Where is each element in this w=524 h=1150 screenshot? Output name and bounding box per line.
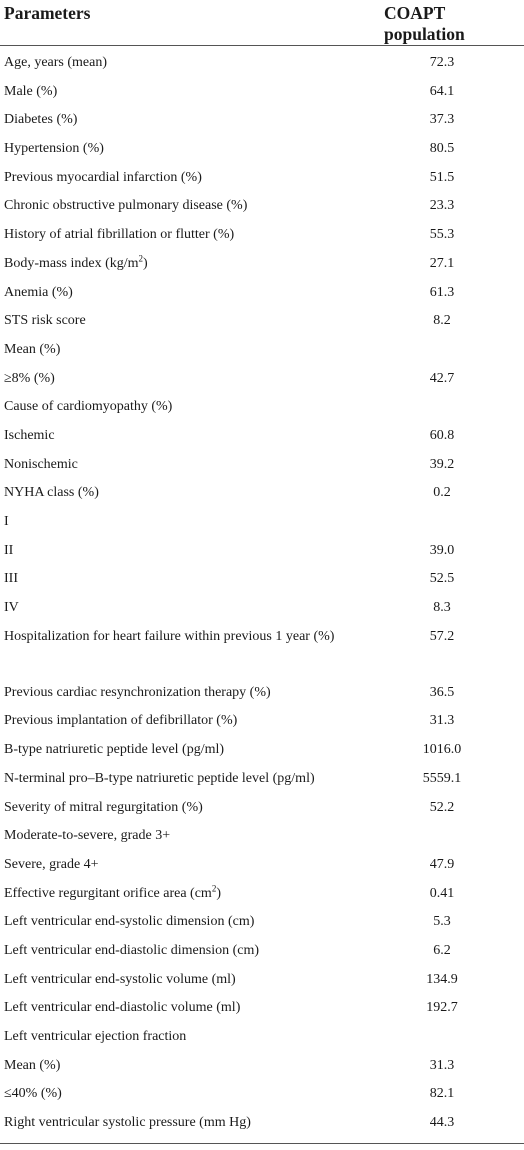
table-row [0, 880, 524, 909]
row-label [4, 106, 360, 134]
row-label [4, 565, 360, 593]
table-row [0, 707, 524, 736]
row-label-text: ≤40% (%) [4, 1086, 62, 1102]
row-label-text: III [4, 571, 18, 587]
row-label [4, 508, 360, 536]
table-bottom-rule [0, 1143, 524, 1144]
row-label-text: Left ventricular end-diastolic dimension (cm) [4, 942, 260, 958]
row-value: 31.3 [429, 1057, 455, 1073]
row-label [4, 679, 360, 707]
row-label [4, 623, 360, 651]
row-value: 80.5 [429, 141, 455, 157]
table-row [0, 736, 524, 765]
row-value: 60.8 [429, 427, 455, 443]
row-label-text: Left ventricular ejection fraction [4, 1029, 187, 1044]
row-value: 52.5 [429, 571, 455, 587]
row-label-text: B-type natriuretic peptide level (pg/ml) [4, 742, 225, 758]
row-value: 37.3 [429, 112, 455, 128]
row-label-text: Severe, grade 4+ [4, 856, 99, 872]
table-row [0, 307, 524, 336]
row-value: 0.2 [433, 485, 451, 501]
table-row [0, 451, 524, 480]
row-label [4, 937, 360, 965]
row-label-text: Previous cardiac resynchronization therapy (%) [4, 684, 271, 700]
table-row [0, 192, 524, 221]
row-label-text: IV [4, 600, 19, 616]
row-label-text: Anemia (%) [4, 284, 73, 300]
row-label-text: NYHA class (%) [4, 485, 99, 501]
row-label [4, 250, 360, 278]
table-row [0, 1052, 524, 1081]
table-row [0, 164, 524, 193]
table-row [0, 336, 524, 365]
row-label-text: Male (%) [4, 83, 58, 99]
table-row [0, 851, 524, 880]
table-row [0, 250, 524, 279]
row-label [4, 365, 360, 393]
table-row [0, 49, 524, 78]
row-label-text: Age, years (mean) [4, 55, 108, 70]
row-label-text: Mean (%) [4, 341, 61, 357]
table-row [0, 594, 524, 623]
row-label [4, 880, 360, 908]
row-label [4, 822, 360, 850]
row-value: 0.41 [429, 885, 455, 901]
row-label [4, 279, 360, 307]
row-label-superscript: 2 [211, 882, 217, 893]
table-row [0, 279, 524, 308]
row-value: 134.9 [426, 971, 458, 987]
table-row [0, 623, 524, 679]
table-row [0, 908, 524, 937]
table-row [0, 765, 524, 794]
row-label-text: Left ventricular end-systolic dimension (cm) [4, 914, 255, 930]
table-row [0, 508, 524, 537]
table-row [0, 422, 524, 451]
row-label [4, 49, 360, 77]
row-label [4, 135, 360, 163]
row-label [4, 164, 360, 192]
row-label [4, 78, 360, 106]
row-label [4, 422, 360, 450]
row-label-text: STS risk score [4, 313, 86, 329]
row-label [4, 707, 360, 735]
table-row [0, 135, 524, 164]
row-label [4, 393, 360, 421]
row-value: 39.2 [429, 456, 455, 472]
row-label-text: II [4, 542, 14, 558]
row-label [4, 537, 360, 565]
row-label-text: Previous myocardial infarction (%) [4, 169, 202, 185]
row-label-text: Effective regurgitant orifice area (cm [4, 885, 212, 901]
row-label-text: Nonischemic [4, 456, 78, 472]
row-label-text: Body-mass index (kg/m [4, 255, 139, 271]
table-row [0, 937, 524, 966]
table-header [0, 0, 524, 46]
row-label [4, 1080, 360, 1108]
row-label-text: Chronic obstructive pulmonary disease (%) [4, 198, 248, 214]
row-value: 72.3 [429, 55, 455, 70]
row-label-suffix: ) [143, 255, 148, 271]
header-parameters: Parameters [4, 3, 91, 23]
table-row [0, 966, 524, 995]
row-value: 55.3 [429, 227, 455, 243]
row-label [4, 765, 360, 793]
row-value: 31.3 [429, 713, 455, 729]
row-value: 47.9 [429, 856, 455, 872]
row-label [4, 594, 360, 622]
row-label-text: Left ventricular end-systolic volume (ml) [4, 971, 236, 987]
row-value: 52.2 [429, 799, 455, 815]
row-label [4, 451, 360, 479]
row-label-text: Hospitalization for heart failure within previous 1 year (%) [4, 628, 335, 644]
table-row [0, 794, 524, 823]
row-label [4, 192, 360, 220]
table-row [0, 479, 524, 508]
table-row [0, 537, 524, 566]
row-value: 23.3 [429, 198, 455, 214]
row-label [4, 1023, 360, 1051]
row-label-text: Hypertension (%) [4, 141, 104, 157]
row-label [4, 794, 360, 822]
row-label [4, 1109, 360, 1137]
row-value: 8.3 [433, 600, 451, 616]
row-value: 51.5 [429, 169, 455, 185]
row-label [4, 994, 360, 1022]
row-value: 5.3 [433, 914, 451, 930]
row-label-text: Diabetes (%) [4, 112, 78, 128]
row-label-suffix: ) [216, 885, 221, 901]
row-value: 36.5 [429, 684, 455, 700]
row-label-text: N-terminal pro–B-type natriuretic peptide level (pg/ml) [4, 770, 315, 786]
row-label-text: Ischemic [4, 427, 55, 443]
row-value: 82.1 [429, 1086, 455, 1102]
table-row [0, 994, 524, 1023]
row-label-text: I [4, 514, 9, 529]
table-row [0, 106, 524, 135]
table-row [0, 1109, 524, 1138]
row-value: 6.2 [433, 942, 451, 958]
row-label-text: Severity of mitral regurgitation (%) [4, 799, 203, 815]
row-value: 8.2 [433, 313, 451, 329]
table-row [0, 1080, 524, 1109]
row-value: 44.3 [429, 1115, 455, 1131]
row-label-text: Moderate-to-severe, grade 3+ [4, 828, 171, 844]
row-value: 5559.1 [422, 770, 462, 786]
row-label-text: Left ventricular end-diastolic volume (ml) [4, 1000, 241, 1016]
row-label [4, 966, 360, 994]
row-label-text: Cause of cardiomyopathy (%) [4, 399, 173, 415]
row-label-text: Right ventricular systolic pressure (mm Hg) [4, 1115, 251, 1131]
row-label-text: Mean (%) [4, 1057, 61, 1073]
row-value: 27.1 [429, 255, 455, 271]
table-body [0, 49, 524, 1138]
row-value: 64.1 [429, 83, 455, 99]
row-label-superscript: 2 [138, 253, 144, 264]
row-value: 57.2 [429, 628, 455, 644]
row-label-text: History of atrial fibrillation or flutter (%) [4, 227, 235, 243]
row-label [4, 736, 360, 764]
table-row [0, 565, 524, 594]
header-coapt-population: COAPT population [384, 3, 465, 44]
row-value: 42.7 [429, 370, 455, 386]
row-value: 61.3 [429, 284, 455, 300]
row-label [4, 221, 360, 249]
row-label [4, 908, 360, 936]
row-label-text: ≥8% (%) [4, 370, 55, 386]
table-row [0, 679, 524, 708]
table-row [0, 822, 524, 851]
row-label [4, 479, 360, 507]
row-label [4, 851, 360, 879]
row-value: 39.0 [429, 542, 455, 558]
table-row [0, 221, 524, 250]
table-row [0, 365, 524, 394]
row-value: 1016.0 [422, 742, 462, 758]
table-row [0, 78, 524, 107]
row-value: 192.7 [426, 1000, 458, 1016]
row-label [4, 307, 360, 335]
table-row [0, 393, 524, 422]
table-row [0, 1023, 524, 1052]
row-label [4, 1052, 360, 1080]
row-label [4, 336, 360, 364]
row-label-text: Previous implantation of defibrillator (%) [4, 713, 238, 729]
